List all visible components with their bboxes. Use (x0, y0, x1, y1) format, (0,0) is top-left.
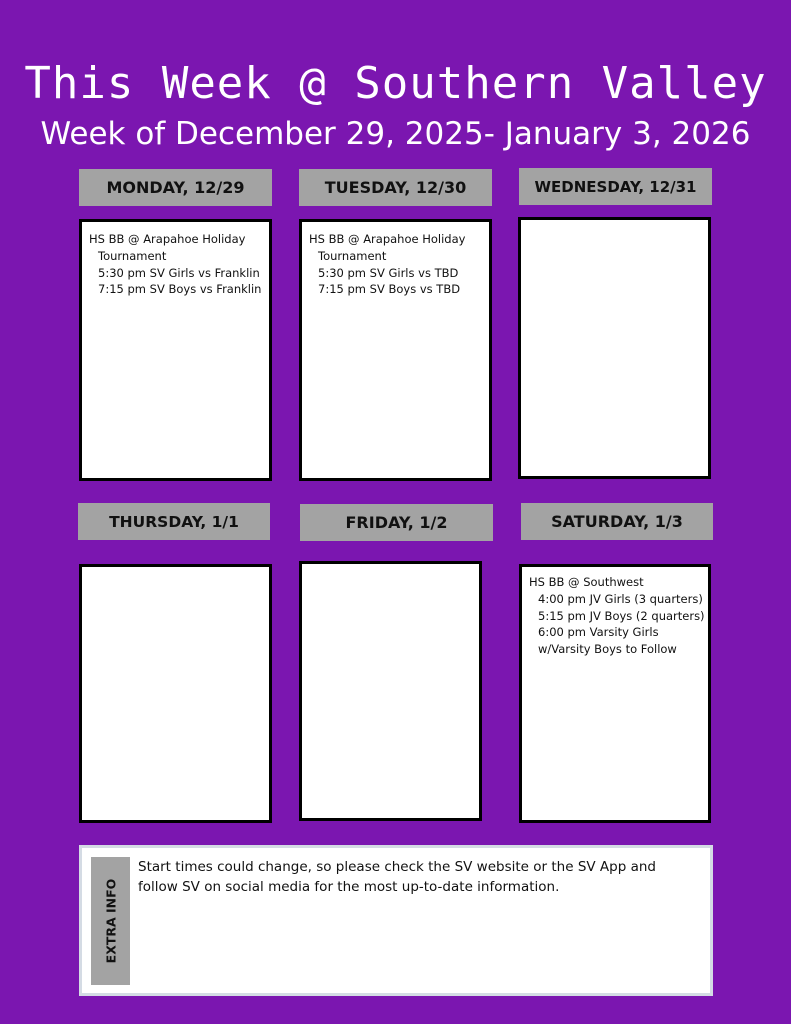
extra-info-box (79, 845, 713, 996)
day-box-tuesday (299, 219, 492, 481)
event-line: 4:00 pm JV Girls (3 quarters) (538, 591, 703, 606)
event-line: w/Varsity Boys to Follow (538, 642, 677, 657)
event-line: 5:15 pm JV Boys (2 quarters) (538, 608, 705, 623)
event-line: HS BB @ Arapahoe Holiday (309, 232, 466, 246)
event-line: 7:15 pm SV Boys vs Franklin (98, 282, 262, 297)
event-line: 6:00 pm Varsity Girls (538, 625, 659, 640)
day-box-monday (79, 219, 272, 481)
event-line: 5:30 pm SV Girls vs Franklin (98, 265, 260, 280)
day-header-monday: MONDAY, 12/29 (79, 169, 272, 206)
extra-info-label: EXTRA INFO (103, 878, 118, 964)
day-box-saturday (519, 564, 711, 823)
event-line: Tournament (318, 248, 387, 263)
day-header-saturday: SATURDAY, 1/3 (521, 503, 713, 540)
page-title: This Week @ Southern Valley (24, 58, 767, 109)
day-header-thursday: THURSDAY, 1/1 (78, 503, 270, 540)
extra-info-label-bar (91, 857, 130, 985)
day-box-friday (299, 561, 482, 821)
event-line: 5:30 pm SV Girls vs TBD (318, 265, 459, 280)
event-line: HS BB @ Southwest (529, 575, 644, 589)
event-line: HS BB @ Arapahoe Holiday (89, 232, 246, 246)
extra-info-text: Start times could change, so please check the SV website or the SV App and follow SV on social media for the most up-to-date information. (138, 859, 656, 895)
day-header-wednesday: WEDNESDAY, 12/31 (519, 168, 712, 205)
event-line: Tournament (98, 248, 167, 263)
day-box-thursday (79, 564, 272, 823)
day-box-wednesday (518, 217, 711, 479)
event-line: 7:15 pm SV Boys vs TBD (318, 282, 461, 297)
day-header-tuesday: TUESDAY, 12/30 (299, 169, 492, 206)
week-subtitle: Week of December 29, 2025- January 3, 2026 (40, 116, 751, 152)
day-header-friday: FRIDAY, 1/2 (300, 504, 493, 541)
